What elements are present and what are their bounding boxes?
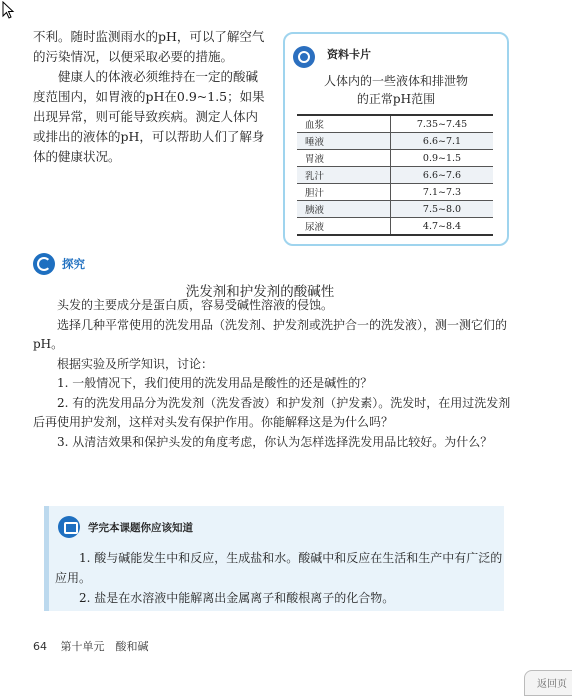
ph-table [297, 114, 493, 236]
ph-range: 6.6~7.1 [391, 133, 494, 150]
explore-label: 探究 [62, 257, 85, 271]
table-row [297, 167, 493, 184]
table-row [297, 115, 493, 133]
ph-range: 7.35~7.45 [391, 115, 494, 133]
table-row [297, 218, 493, 236]
question-3: 3. 从清洁效果和保护头发的角度考虑，你认为怎样选择洗发用品比较好。为什么？ [57, 434, 493, 449]
explore-paragraph-3: 根据实验及所学知识，讨论： [57, 356, 214, 371]
table-row [297, 184, 493, 201]
explore-paragraph-1: 头发的主要成分是蛋白质，容易受碱性溶液的侵蚀。 [57, 298, 334, 312]
info-card-icon [293, 46, 315, 68]
page-number: 64 [33, 640, 47, 653]
fluid-name: 胰液 [297, 201, 391, 218]
info-card-title-line1: 人体内的一些液体和排泄物 [323, 74, 468, 88]
fluid-name: 胆汁 [297, 184, 391, 201]
ph-range: 7.5~8.0 [391, 201, 494, 218]
section-title: 洗发剂和护发剂的酸碱性 [185, 284, 335, 300]
fluid-name: 乳汁 [297, 167, 391, 184]
ph-range: 4.7~8.4 [391, 218, 494, 236]
explore-body [33, 296, 511, 452]
question-1: 1. 一般情况下，我们使用的洗发用品是酸性的还是碱性的？ [57, 376, 373, 390]
summary-item-1: 1. 酸与碱能发生中和反应，生成盐和水。酸碱中和反应在生活和生产中有广泛的应用。 [55, 551, 503, 585]
question-2: 2. 有的洗发用品分为洗发剂（洗发香波）和护发剂（护发素）。洗发时，在用过洗发剂后再使用护发剂，这样对头发有保护作用。你能解释这是为什么吗？ [33, 395, 511, 429]
info-card-label: 资料卡片 [327, 48, 371, 61]
summary-box-accent [44, 506, 49, 611]
ph-range: 7.1~7.3 [391, 184, 494, 201]
summary-item-2: 2. 盐是在水溶液中能解离出金属离子和酸根离子的化合物。 [79, 591, 395, 605]
info-card-title-line2: 的正常pH范围 [356, 92, 436, 106]
ph-range: 6.6~7.6 [391, 167, 494, 184]
left-paragraph-2: 健康人的体液必须维持在一定的酸碱度范围内，如胃液的pH在0.9~1.5；如果出现异常，则可能导致疾病。测定人体内或排出的液体的pH，可以帮助人们了解身体的健康状况。 [33, 69, 265, 164]
summary-icon [58, 516, 80, 538]
table-row [297, 201, 493, 218]
fluid-name: 唾液 [297, 133, 391, 150]
table-row [297, 150, 493, 167]
fluid-name: 血浆 [297, 115, 391, 133]
fluid-name: 胃液 [297, 150, 391, 167]
cursor-icon [2, 1, 16, 19]
left-text-block [33, 27, 265, 167]
unit-title: 第十单元 酸和碱 [60, 640, 149, 653]
explore-icon [33, 253, 55, 275]
explore-paragraph-2: 选择几种平常使用的洗发用品（洗发剂、护发剂或洗护合一的洗发液），测一测它们的pH。 [33, 317, 508, 351]
summary-body [55, 548, 505, 608]
page-footer [33, 638, 149, 654]
ph-range: 0.9~1.5 [391, 150, 494, 167]
table-row [297, 133, 493, 150]
summary-title: 学完本课题你应该知道 [88, 522, 193, 534]
info-card [283, 32, 509, 246]
fluid-name: 尿液 [297, 218, 391, 236]
corner-tab[interactable] [524, 670, 572, 696]
left-paragraph-1: 不利。随时监测雨水的pH，可以了解空气的污染情况，以便采取必要的措施。 [33, 29, 265, 64]
info-card-title [285, 72, 507, 108]
corner-tab-label: 返回页 [537, 679, 567, 690]
